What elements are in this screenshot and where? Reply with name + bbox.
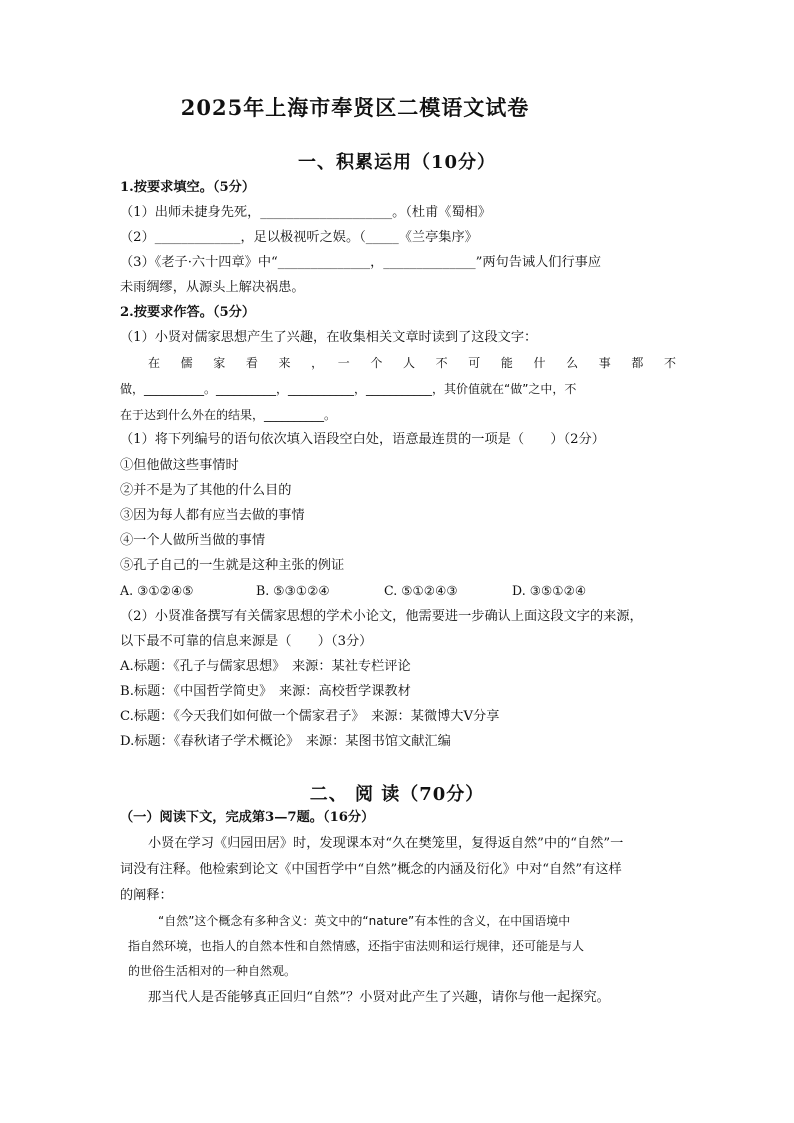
passage-line-2: 做，__________。__________，___________，___________，其价值就在“做”之中，不: [120, 382, 577, 396]
quote-line-1: “自然”这个概念有多种含义：英文中的“nature”有本性的含义，在中国语境中: [158, 914, 571, 928]
quote-line-3: 的世俗生活相对的一种自然观。: [128, 964, 297, 978]
option-b[interactable]: B. ⑤③①②④: [256, 583, 330, 598]
quote-line-2: 指自然环境，也指人的自然本性和自然情感，还指宇宙法则和运行规律，还可能是与人: [128, 939, 585, 953]
section2-heading: 二、 阅 读（70分）: [309, 784, 485, 805]
q2-intro: （1）小贤对儒家思想产生了兴趣，在收集相关文章时读到了这段文字：: [120, 330, 538, 345]
q2-sub2-stem-1: （2）小贤准备撰写有关儒家思想的学术小论文，他需要进一步确认上面这段文字的来源，: [120, 609, 643, 624]
options-row: [120, 581, 676, 601]
source-c: C.标题：《今天我们如何做一个儒家君子》 来源：某微博大V分享: [120, 709, 500, 724]
passage-line-3: 在于达到什么外在的结果，__________。: [120, 408, 337, 422]
choice-4: ④一个人做所当做的事情: [120, 533, 266, 548]
q2-sub1-stem: （1）将下列编号的语句依次填入语段空白处，语意最连贯的一项是（ ）（2分）: [120, 432, 605, 447]
q1-stem: 1.按要求填空。（5分）: [120, 180, 256, 195]
choice-1: ①但他做这些事情时: [120, 458, 239, 473]
q1-item-1: （1）出师未捷身先死，____________________。（杜甫《蜀相》: [120, 205, 492, 220]
part1-stem: （一）阅读下文，完成第3—7题。（16分）: [120, 810, 375, 825]
para1-line-1: 小贤在学习《归园田居》时，发现课本对“久在樊笼里，复得返自然”中的“自然”一: [148, 836, 624, 851]
para1-line-2: 词没有注释。他检索到论文《中国哲学中“自然”概念的内涵及衍化》中对“自然”有这样: [120, 862, 622, 877]
source-d: D.标题：《春秋诸子学术概论》 来源：某图书馆文献汇编: [120, 734, 451, 749]
choice-5: ⑤孔子自己的一生就是这种主张的例证: [120, 558, 345, 573]
exam-title: 2025年上海市奉贤区二模语文试卷: [180, 95, 530, 120]
source-b: B.标题：《中国哲学简史》 来源：高校哲学课教材: [120, 684, 411, 699]
option-c[interactable]: C. ⑤①②④③: [384, 583, 458, 598]
q1-item-3: （3）《老子·六十四章》中“______________，______________”两句告诫人们行事应: [120, 255, 602, 270]
passage-line-1: 在 儒 家 看 来 ， 一 个 人 不 可 能 什 么 事 都 不: [148, 356, 676, 370]
q1-item-3-cont: 未雨绸缪，从源头上解决祸患。: [120, 280, 305, 295]
choice-3: ③因为每人都有应当去做的事情: [120, 508, 305, 523]
choice-2: ②并不是为了其他的什么目的: [120, 483, 292, 498]
q2-stem: 2.按要求作答。（5分）: [120, 305, 256, 320]
para1-line-3: 的阐释：: [120, 888, 173, 903]
source-a: A.标题：《孔子与儒家思想》 来源：某社专栏评论: [120, 659, 411, 674]
option-a[interactable]: A. ③①②④⑤: [120, 583, 194, 598]
para2: 那当代人是否能够真正回归“自然”？小贤对此产生了兴趣，请你与他一起探究。: [148, 990, 610, 1005]
q1-item-2: （2）_____________，足以极视听之娱。（_____《兰亭集序》: [120, 230, 478, 245]
option-d[interactable]: D. ③⑤①②④: [512, 583, 587, 598]
section1-heading: 一、积累运用（10分）: [297, 152, 497, 173]
q2-sub2-stem-2: 以下最不可靠的信息来源是（ ）（3分）: [120, 634, 373, 649]
